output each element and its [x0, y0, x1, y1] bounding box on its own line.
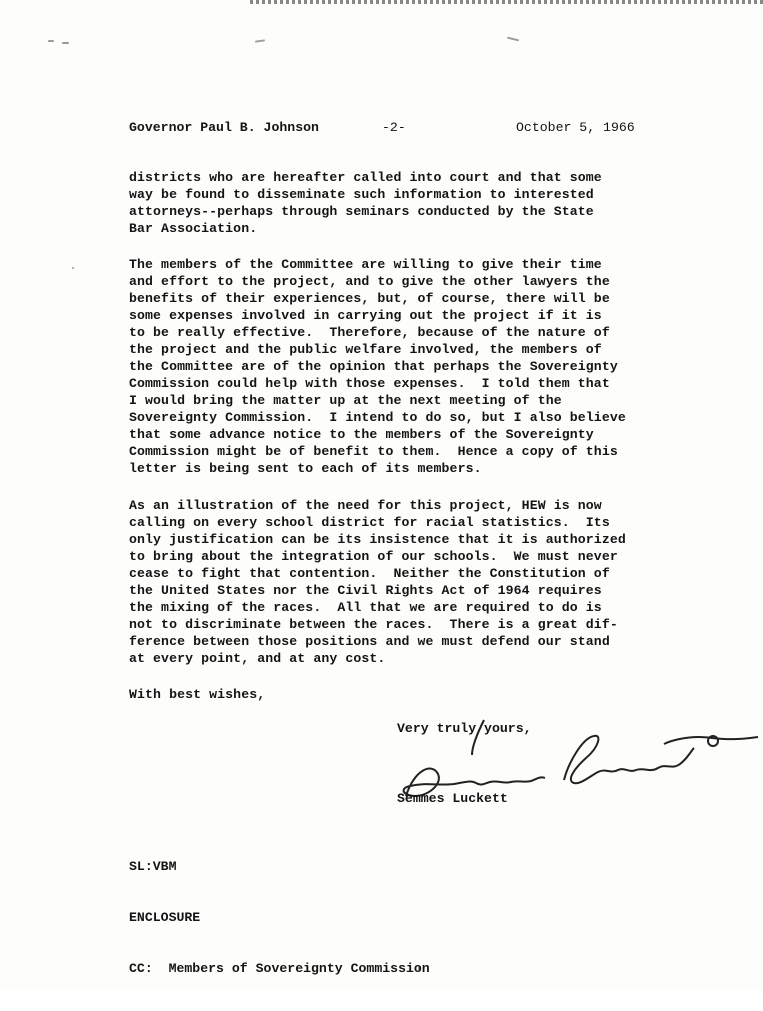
scan-edge-rule: [250, 0, 763, 4]
letter-date: October 5, 1966: [516, 120, 635, 135]
scan-speck-3: [255, 39, 265, 42]
paragraph-1: districts who are hereafter called into court and that some way be found to disseminate such information to interested attorneys--perhaps through seminars conducted by the State Bar Association.: [129, 170, 602, 236]
letter-header: [129, 119, 659, 137]
initials-line: SL:VBM: [129, 859, 177, 874]
scan-speck-1: [48, 40, 54, 42]
page-number: -2-: [382, 120, 406, 135]
recipient-name: Governor Paul B. Johnson: [129, 120, 319, 135]
paragraph-3: As an illustration of the need for this project, HEW is now calling on every school district for racial statistics. Its only justification can be its insistence that it is authorized to bring about the integration of our schools. We must never cease to fight that contention. Neither the Constitution of the United States nor the Civil Rights Act of 1964 requires the mixing of the races. All that we are required to do is not to discriminate between the races. There is a great dif- ference between those positions and we must defend our stand at every point, and at any cost.: [129, 498, 626, 666]
complimentary-close: Very truly yours,: [397, 721, 532, 736]
scan-speck-2: [62, 42, 69, 44]
closing-salutation: With best wishes,: [129, 687, 266, 702]
scan-speck-4: [507, 37, 519, 42]
footer-notes: [129, 824, 430, 1011]
signer-name: Semmes Luckett: [397, 791, 508, 806]
scan-speck-5: [72, 267, 74, 269]
paragraph-2: The members of the Committee are willing to give their time and effort to the project, and to give the other lawyers the benefits of their experiences, but, of course, there will be some expenses involved in carrying out the project if it is to be really effective. Therefore, because of the nature of the project and the public welfare involved, the members of the Committee are of the opinion that perhaps the Sovereignty Commission could help with those expenses. I told them that I would bring the matter up at the next meeting of the Sovereignty Commission. I intend to do so, but I also believe that some advance notice to the members of the Sovereignty Commission might be of benefit to them. Hence a copy of this letter is being sent to each of its members.: [129, 257, 626, 476]
enclosure-line: ENCLOSURE: [129, 910, 201, 925]
cc-line: CC: Members of Sovereignty Commission: [129, 961, 430, 976]
